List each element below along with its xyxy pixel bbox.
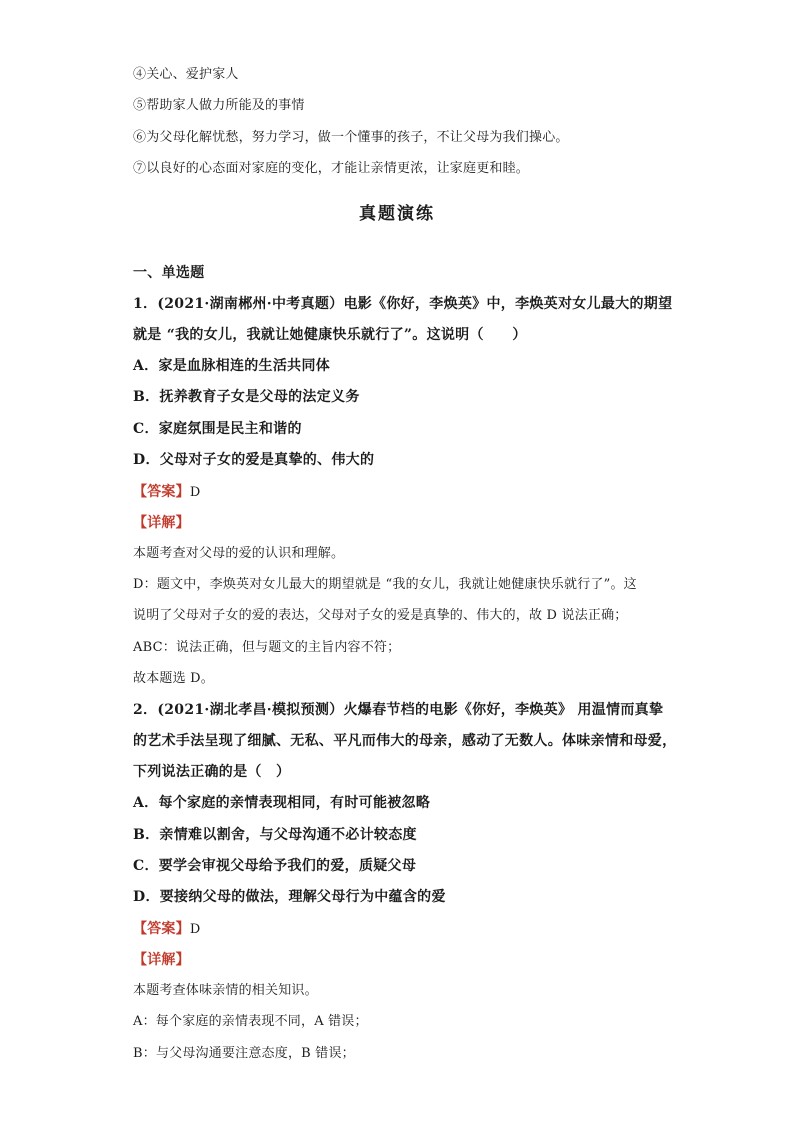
q2-answer <box>133 920 200 939</box>
q1-detail-line: D：题文中，李焕英对女儿最大的期望就是 “我的女儿，我就让她健康快乐就行了”。这 <box>133 577 637 592</box>
detail-tag: 【详解】 <box>133 515 190 531</box>
intro-item-4: ④关心、爱护家人 <box>133 67 239 82</box>
q1-detail-line: 故本题选 D。 <box>133 671 214 686</box>
q2-option-a: A．每个家庭的亲情表现相同，有时可能被忽略 <box>133 795 431 811</box>
q1-option-b: B．抚养教育子女是父母的法定义务 <box>133 389 360 405</box>
answer-tag: 【答案】 <box>133 921 190 937</box>
q2-stem-line3: 下列说法正确的是（ ） <box>133 764 291 780</box>
q1-option-d: D．父母对子女的爱是真挚的、伟大的 <box>133 452 375 468</box>
answer-tag: 【答案】 <box>133 484 190 500</box>
q2-option-d: D．要接纳父母的做法，理解父母行为中蕴含的爱 <box>133 889 446 905</box>
q1-stem-line1: 1．(2021·湖南郴州·中考真题）电影《你好，李焕英》中，李焕英对女儿最大的期望 <box>133 296 673 312</box>
q2-detail-line: 本题考查体味亲情的相关知识。 <box>133 983 318 998</box>
section-title: 真题演练 <box>359 204 435 224</box>
detail-tag: 【详解】 <box>133 952 190 968</box>
answer-value: D <box>189 922 201 937</box>
q1-stem-line2: 就是 “我的女儿，我就让她健康快乐就行了”。这说明（ ） <box>133 327 527 343</box>
q1-option-c: C．家庭氛围是民主和谐的 <box>133 421 302 437</box>
answer-value: D <box>189 485 201 500</box>
q2-stem-line1: 2．(2021·湖北孝昌·模拟预测）火爆春节档的电影《你好，李焕英》 用温情而真挚 <box>133 702 664 718</box>
q1-answer <box>133 483 200 502</box>
q1-option-a: A．家是血脉相连的生活共同体 <box>133 358 331 374</box>
q2-option-b: B．亲情难以割舍，与父母沟通不必计较态度 <box>133 827 417 843</box>
intro-item-6: ⑥为父母化解忧愁，努力学习，做一个懂事的孩子，不让父母为我们操心。 <box>133 130 569 145</box>
q2-detail-line: A：每个家庭的亲情表现不同，A 错误； <box>133 1014 368 1029</box>
intro-item-5: ⑤帮助家人做力所能及的事情 <box>133 98 305 113</box>
q2-option-c: C．要学会审视父母给予我们的爱，质疑父母 <box>133 858 417 874</box>
q1-detail-line: ABC：说法正确，但与题文的主旨内容不符； <box>133 640 401 655</box>
intro-item-7: ⑦以良好的心态面对家庭的变化，才能让亲情更浓，让家庭更和睦。 <box>133 161 530 176</box>
q2-stem-line2: 的艺术手法呈现了细腻、无私、平凡而伟大的母亲，感动了无数人。体味亲情和母爱， <box>133 733 677 749</box>
part-heading: 一、单选题 <box>133 265 205 281</box>
q1-detail-line: 说明了父母对子女的爱的表达，父母对子女的爱是真挚的、伟大的，故 D 说法正确； <box>133 608 628 623</box>
q1-detail-line: 本题考查对父母的爱的认识和理解。 <box>133 546 345 561</box>
q2-detail-line: B：与父母沟通要注意态度，B 错误； <box>133 1046 355 1061</box>
q1-detail-heading <box>133 514 190 533</box>
q2-detail-heading <box>133 951 190 970</box>
